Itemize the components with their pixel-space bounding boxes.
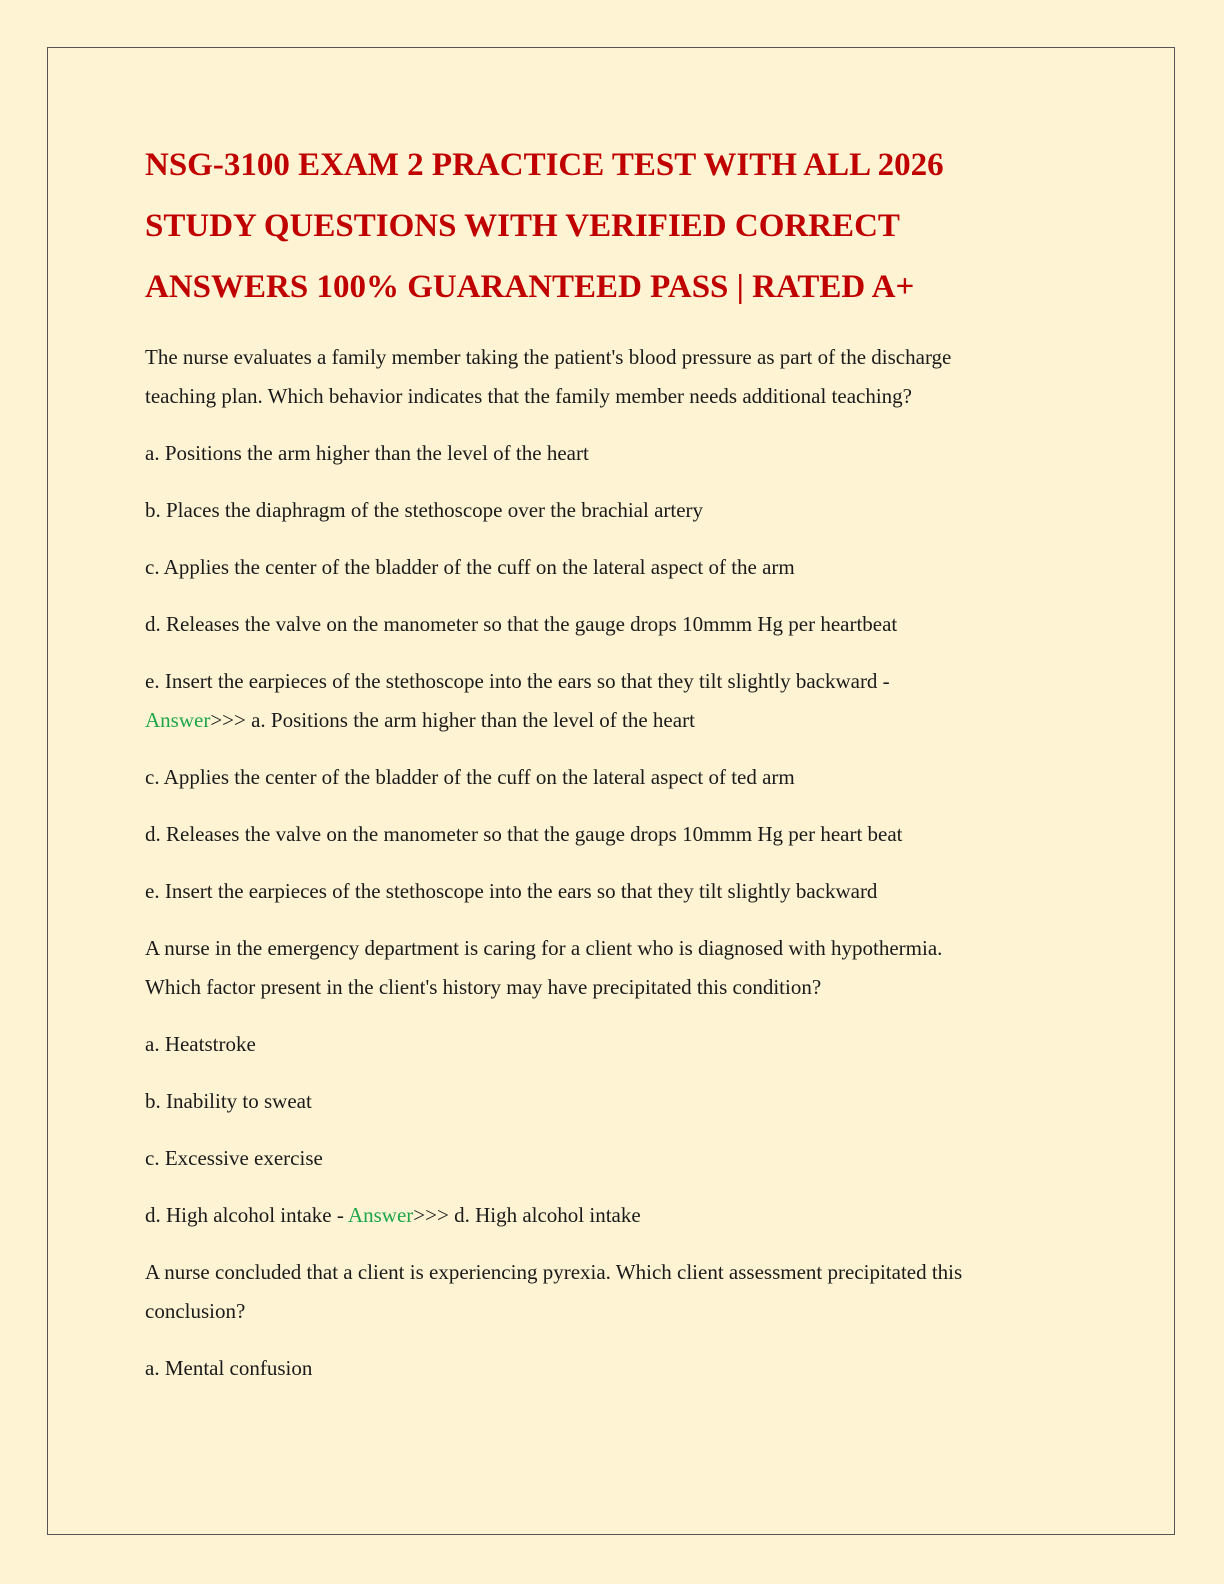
answer-option: b. Places the diaphragm of the stethoscope over the brachial artery <box>145 498 704 522</box>
document-content <box>145 135 1085 1406</box>
answer-option: a. Mental confusion <box>145 1356 313 1380</box>
answer-option-with-answer <box>145 1196 1085 1235</box>
answer-option: c. Applies the center of the bladder of the cuff on the lateral aspect of the arm <box>145 555 795 579</box>
document-body <box>145 338 1085 1388</box>
answer-text: >>> a. Positions the arm higher than the level of the heart <box>210 708 695 732</box>
answer-continuation: d. Releases the valve on the manometer so that the gauge drops 10mmm Hg per heart beat <box>145 822 903 846</box>
answer-option: d. Releases the valve on the manometer so that the gauge drops 10mmm Hg per heartbeat <box>145 612 898 636</box>
answer-line <box>145 1196 1085 1235</box>
question-stem <box>145 338 1085 416</box>
answer-line <box>145 701 1085 740</box>
question-stem-line: conclusion? <box>145 1299 246 1323</box>
answer-option: c. Excessive exercise <box>145 1146 323 1170</box>
question-stem-line: A nurse in the emergency department is caring for a client who is diagnosed with hypothermia. <box>145 936 943 960</box>
question-stem-line: teaching plan. Which behavior indicates that the family member needs additional teaching? <box>145 384 913 408</box>
question-stem <box>145 929 1085 1007</box>
question-stem-line: The nurse evaluates a family member taking the patient's blood pressure as part of the discharge <box>145 345 952 369</box>
answer-option: a. Positions the arm higher than the level of the heart <box>145 441 589 465</box>
answer-option: b. Inability to sweat <box>145 1089 312 1113</box>
document-title <box>145 135 1085 318</box>
answer-option: d. High alcohol intake - <box>145 1203 348 1227</box>
title-line: NSG-3100 EXAM 2 PRACTICE TEST WITH ALL 2026 <box>145 147 944 183</box>
answer-option-with-answer <box>145 662 1085 740</box>
question-stem-line: A nurse concluded that a client is experiencing pyrexia. Which client assessment precipitated this <box>145 1260 963 1284</box>
question-stem <box>145 1253 1085 1331</box>
answer-option: a. Heatstroke <box>145 1032 256 1056</box>
answer-text: >>> d. High alcohol intake <box>413 1203 641 1227</box>
question-stem-line: Which factor present in the client's history may have precipitated this condition? <box>145 975 822 999</box>
title-line: ANSWERS 100% GUARANTEED PASS | RATED A+ <box>145 269 915 305</box>
answer-option: e. Insert the earpieces of the stethoscope into the ears so that they tilt slightly backward - <box>145 669 890 693</box>
answer-label: Answer <box>347 1203 414 1227</box>
title-line: STUDY QUESTIONS WITH VERIFIED CORRECT <box>145 208 900 244</box>
answer-continuation: e. Insert the earpieces of the stethoscope into the ears so that they tilt slightly backward <box>145 879 878 903</box>
answer-continuation: c. Applies the center of the bladder of the cuff on the lateral aspect of ted arm <box>145 765 795 789</box>
answer-label: Answer <box>145 708 211 732</box>
